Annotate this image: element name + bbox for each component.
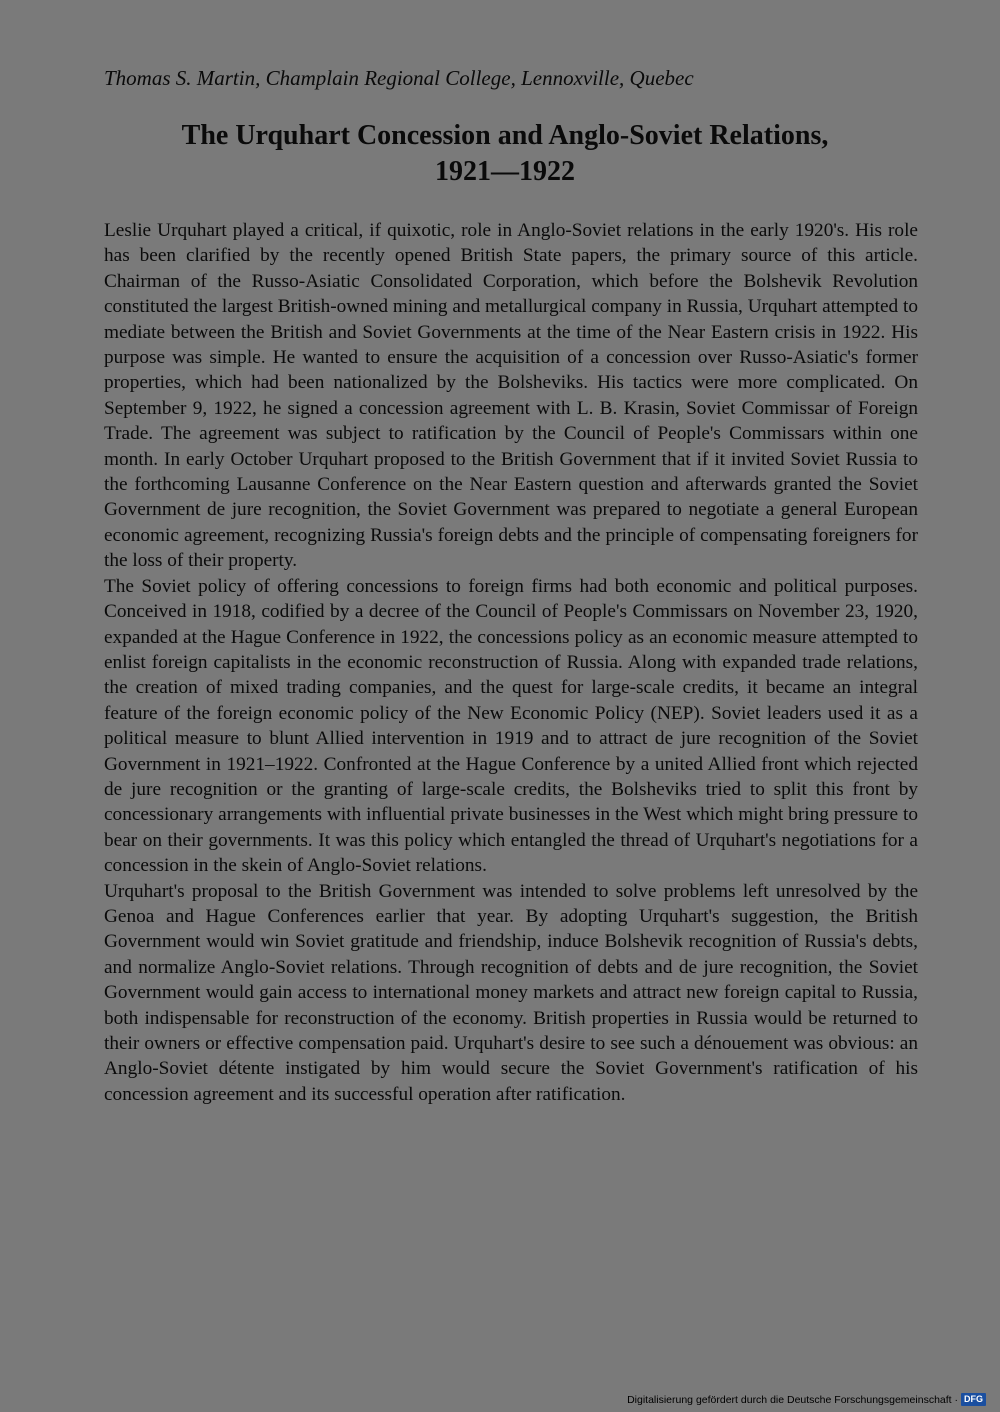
digitization-credit	[627, 1393, 986, 1406]
author-affiliation: Thomas S. Martin, Champlain Regional College, Lennoxville, Quebec	[104, 66, 694, 90]
dfg-logo: DFG	[961, 1393, 986, 1406]
article-title	[80, 118, 930, 190]
body-paragraph-1: Leslie Urquhart played a critical, if quixotic, role in Anglo-Soviet relations in the early 1920's. His role has been clarified by the recently opened British State papers, the primary source of this article. Chairman of the Russo-Asiatic Consolidated Corporation, which before the Bolshevik Revolution constituted the largest British-owned mining and metallurgical company in Russia, Urquhart attempted to mediate between the British and Soviet Governments at the time of the Near Eastern crisis in 1922. His purpose was simple. He wanted to ensure the acquisition of a concession over Russo-Asiatic's former properties, which had been nationalized by the Bolsheviks. His tactics were more complicated. On September 9, 1922, he signed a concession agreement with L. B. Krasin, Soviet Commissar of Foreign Trade. The agreement was subject to ratification by the Council of People's Commissars within one month. In early October Urquhart proposed to the British Government that if it invited Soviet Russia to the forthcoming Lausanne Conference on the Near Eastern question and afterwards granted the Soviet Government de jure recognition, the Soviet Government was prepared to negotiate a general European economic agreement, recognizing Russia's foreign debts and the principle of compensating foreigners for the loss of their property.	[104, 220, 918, 572]
article-title-line-2: 1921—1922	[435, 156, 575, 187]
article-body	[104, 218, 918, 1107]
body-paragraph-2: The Soviet policy of offering concessions to foreign firms had both economic and political purposes. Conceived in 1918, codified by a decree of the Council of People's Commissars on November 23, 1920, expanded at the Hague Conference in 1922, the concessions policy as an economic measure attempted to enlist foreign capitalists in the economic reconstruction of Russia. Along with expanded trade relations, the creation of mixed trading companies, and the quest for large-scale credits, it became an integral feature of the foreign economic policy of the New Economic Policy (NEP). Soviet leaders used it as a political measure to blunt Allied intervention in 1919 and to attract de jure recognition of the Soviet Government in 1921–1922. Confronted at the Hague Conference by a united Allied front which rejected de jure recognition or the granting of large-scale credits, the Bolsheviks tried to split this front by concessionary arrangements with influential private businesses in the West which might bring pressure to bear on their governments. It was this policy which entangled the thread of Urquhart's negotiations for a concession in the skein of Anglo-Soviet relations.	[104, 575, 918, 877]
digitization-credit-text: Digitalisierung gefördert durch die Deutsche Forschungsgemeinschaft ·	[627, 1393, 958, 1406]
article-title-line-1: The Urquhart Concession and Anglo-Soviet Relations,	[181, 120, 829, 151]
body-paragraph-3: Urquhart's proposal to the British Government was intended to solve problems left unresolved by the Genoa and Hague Conferences earlier that year. By adopting Urquhart's suggestion, the British Government would win Soviet gratitude and friendship, induce Bolshevik recognition of Russia's debts, and normalize Anglo-Soviet relations. Through recognition of debts and de jure recognition, the Soviet Government would gain access to international money markets and attract new foreign capital to Russia, both indispensable for reconstruction of the economy. British properties in Russia would be returned to their owners or effective compensation paid. Urquhart's desire to see such a dénouement was obvious: an Anglo-Soviet détente instigated by him would secure the Soviet Government's ratification of his concession agreement and its successful operation after ratification.	[104, 880, 918, 1105]
